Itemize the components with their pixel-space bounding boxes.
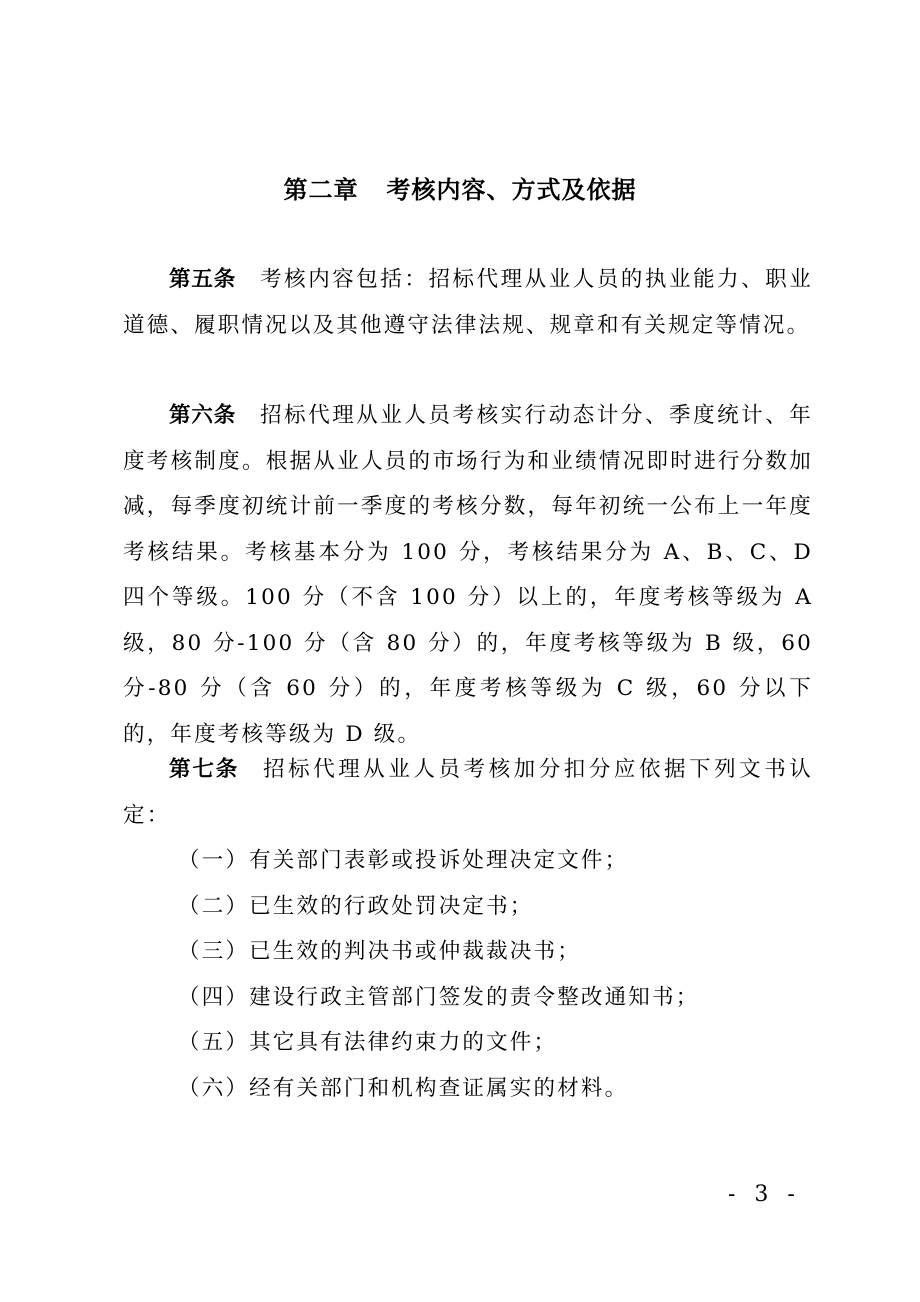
list-item: （四）建设行政主管部门签发的责令整改通知书； — [178, 984, 700, 1010]
article-7 — [123, 747, 813, 838]
article-label: 第七条 — [169, 757, 240, 782]
chapter-title — [0, 170, 920, 210]
article-label: 第五条 — [169, 267, 237, 292]
chapter-number: 第二章 — [283, 176, 359, 204]
list-item: （二）已生效的行政处罚决定书； — [178, 893, 534, 919]
article-text: 招标代理从业人员考核加分扣分应依据下列文书认定： — [123, 757, 813, 828]
article-label: 第六条 — [169, 403, 237, 428]
chapter-heading: 考核内容、方式及依据 — [386, 176, 637, 204]
list-item: （一）有关部门表彰或投诉处理决定文件； — [178, 848, 629, 873]
list-item: （五）其它具有法律约束力的文件； — [178, 1030, 558, 1055]
list-item: （三）已生效的判决书或仲裁裁决书； — [178, 939, 581, 964]
article-6 — [123, 393, 813, 757]
page-number: - 3 - — [728, 1182, 801, 1207]
article-text: 考核内容包括：招标代理从业人员的执业能力、职业道德、履职情况以及其他遵守法律法规、规章和有关规定等情况。 — [123, 267, 813, 338]
article-5 — [123, 257, 813, 348]
document-list — [178, 838, 699, 1111]
list-item: （六）经有关部门和机构查证属实的材料。 — [178, 1075, 629, 1101]
article-text: 招标代理从业人员考核实行动态计分、季度统计、年度考核制度。根据从业人员的市场行为和业绩情况即时进行分数加减，每季度初统计前一季度的考核分数，每年初统一公布上一年度考核结果。考核基本分为 100 分，考核结果分为 A、B、C、D 四个等级。100 分（不含 100 分）以上的，年度考核等级为 A 级，80 分-100 分（含 80 分）的，年度考核等级为 B 级，60 分-80 分（含 60 分）的，年度考核等级为 C 级，60 分以下的，年度考核等级为 D 级。 — [123, 403, 813, 747]
